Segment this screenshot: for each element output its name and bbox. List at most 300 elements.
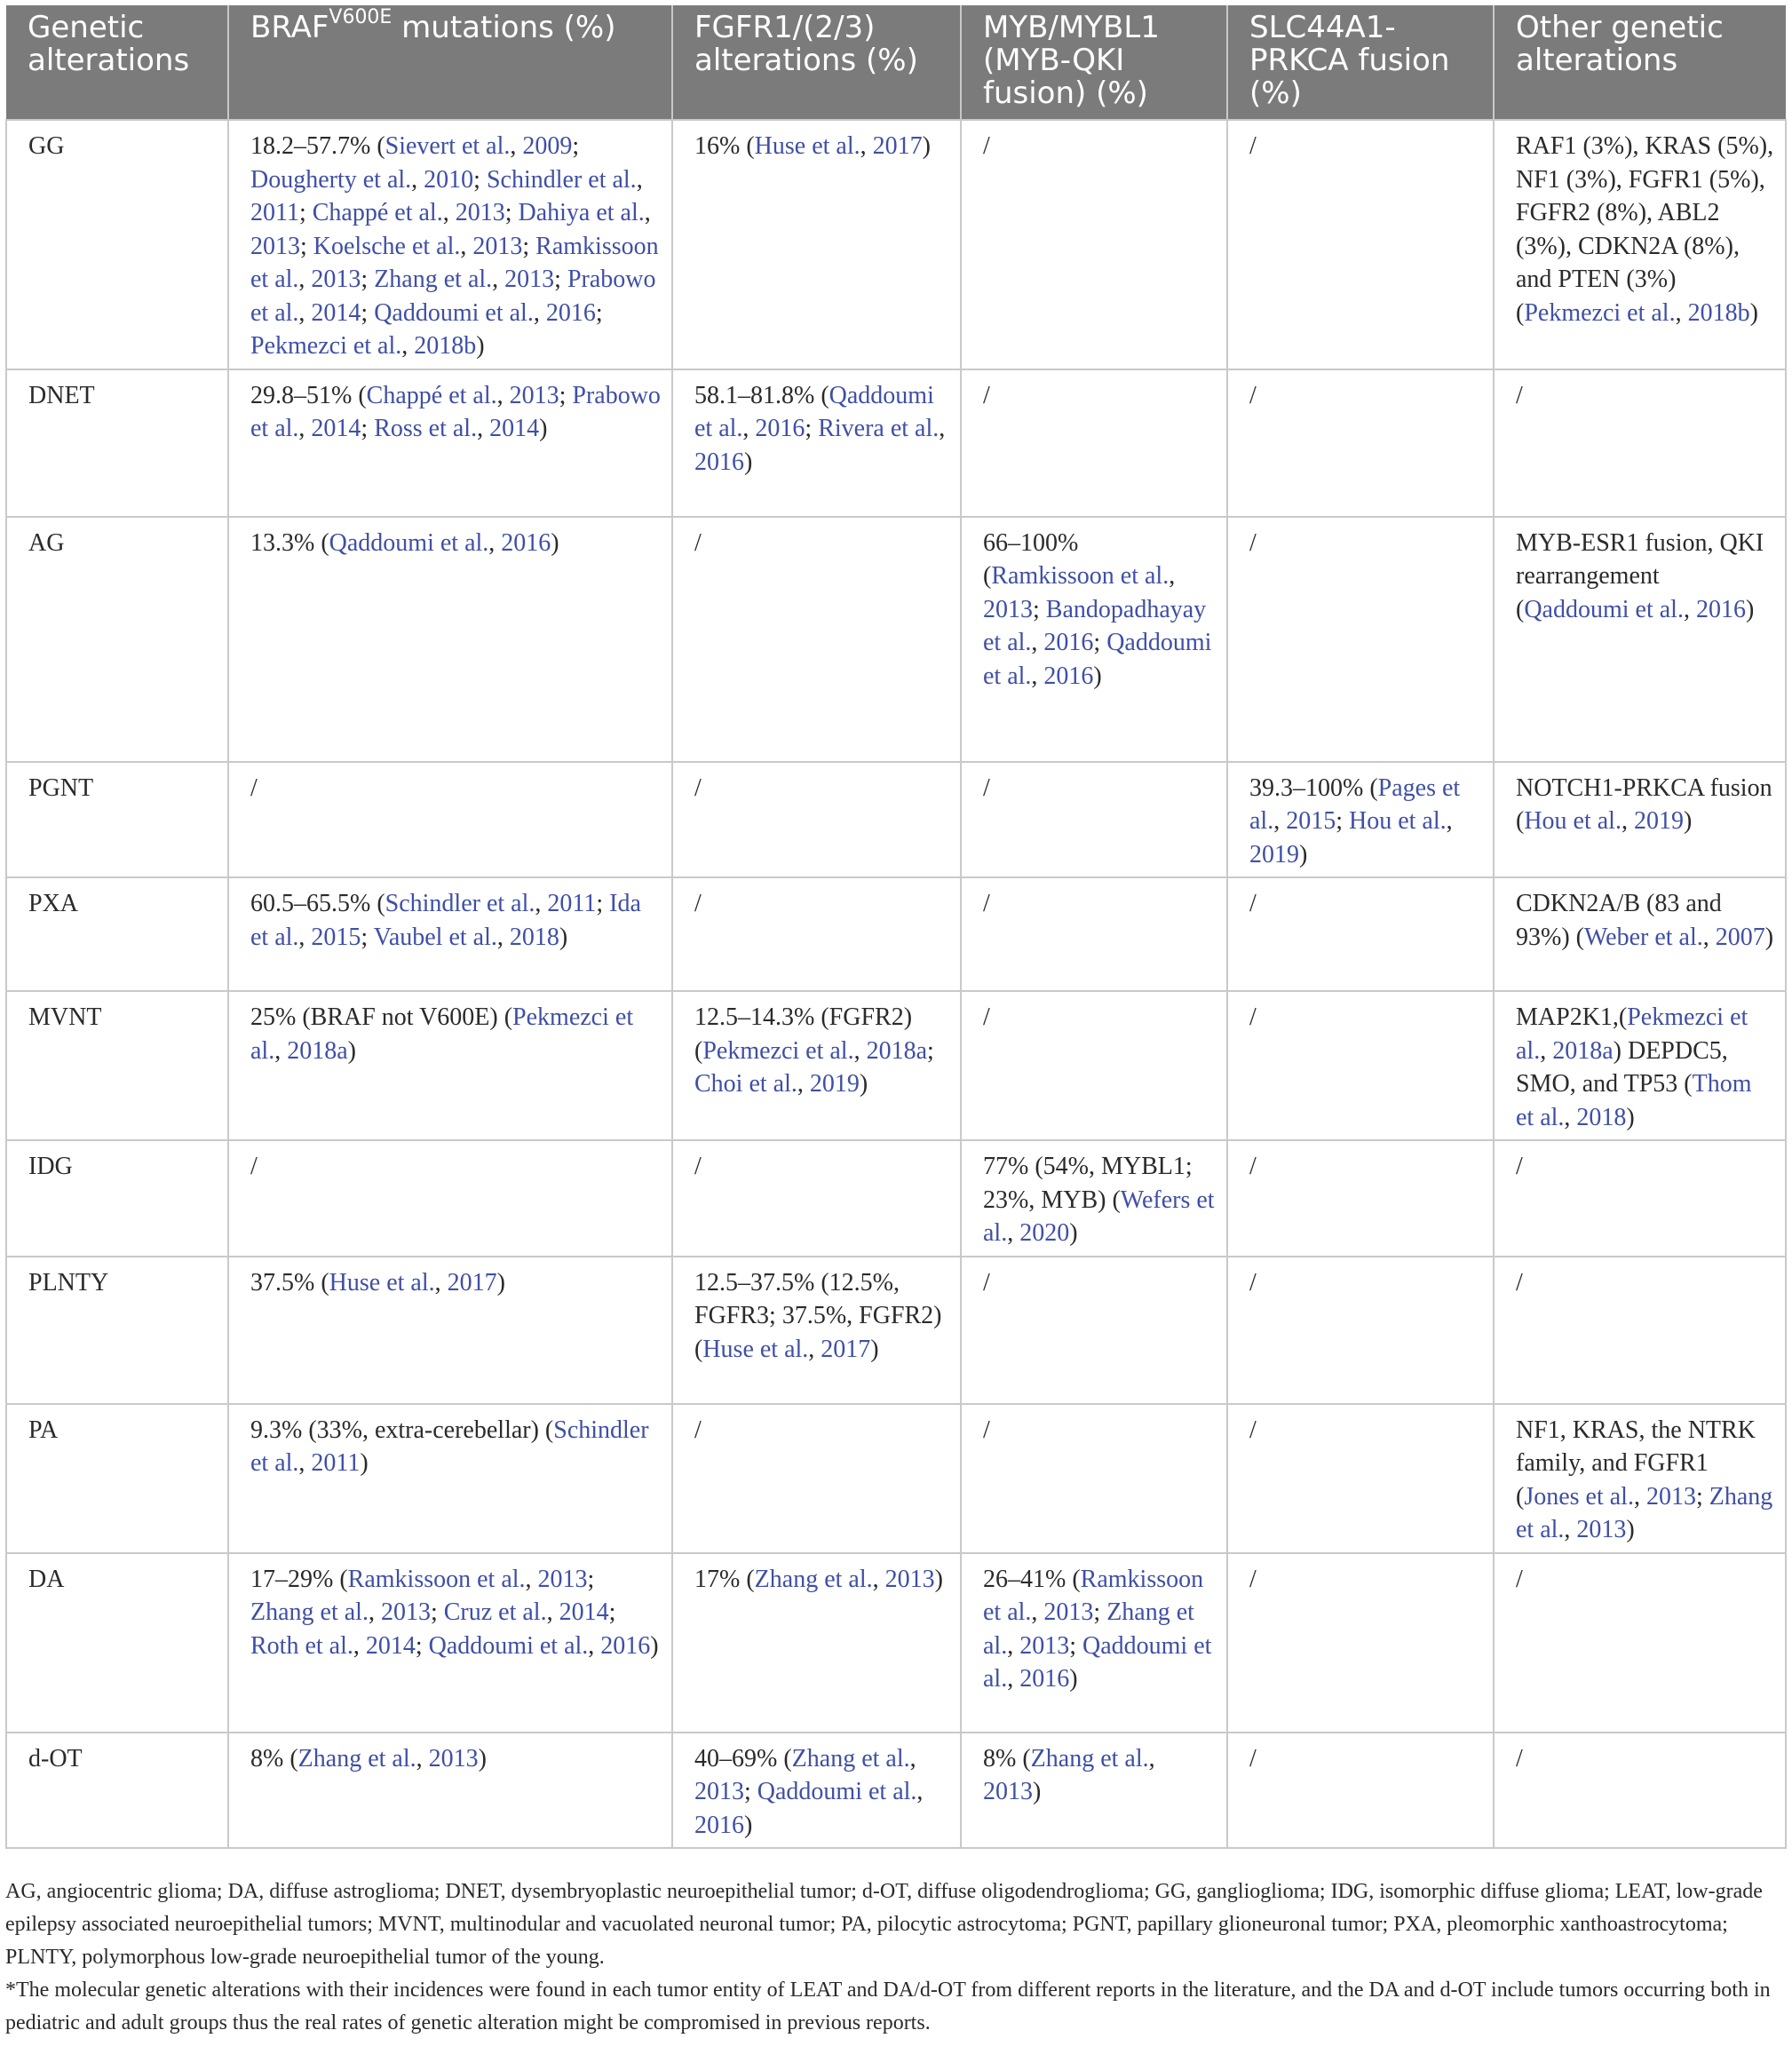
citation-link[interactable]: Dahiya et al. bbox=[518, 199, 645, 226]
cell-text: 12.5–14.3% (FGFR2) ( bbox=[694, 1003, 913, 1065]
other-alterations-cell bbox=[1494, 991, 1786, 1140]
cell-text: , bbox=[477, 415, 490, 442]
cell-text: / bbox=[1249, 1416, 1257, 1444]
cell-text: , bbox=[434, 1268, 448, 1297]
fgfr-cell bbox=[672, 991, 961, 1140]
cell-text: / bbox=[694, 890, 702, 917]
table-row bbox=[6, 1257, 1786, 1404]
table-row bbox=[6, 991, 1786, 1140]
cell-text: , bbox=[298, 1449, 312, 1477]
header-braf-mutations bbox=[228, 5, 672, 120]
citation-link[interactable]: Qaddoumi et al. bbox=[757, 1778, 917, 1805]
cell-text: , bbox=[909, 1744, 916, 1772]
slc-cell bbox=[1227, 877, 1494, 991]
citation-link[interactable]: Qaddoumi et al. bbox=[694, 381, 934, 442]
citation-link[interactable]: 2018a bbox=[287, 1036, 348, 1065]
citation-link[interactable]: 2019 bbox=[809, 1070, 860, 1098]
cell-text: , bbox=[1702, 923, 1716, 951]
citation-link[interactable]: 2016 bbox=[1019, 1665, 1070, 1693]
cell-text: / bbox=[1516, 1744, 1523, 1772]
cell-text: , bbox=[298, 298, 312, 327]
citation-link[interactable]: 2017 bbox=[821, 1335, 871, 1363]
cell-text: / bbox=[694, 1153, 702, 1180]
braf-cell bbox=[228, 762, 672, 878]
citation-link[interactable]: Qaddoumi et al. bbox=[329, 528, 489, 557]
citation-link[interactable]: Hou et al. bbox=[1349, 807, 1447, 835]
citation-link[interactable]: 2014 bbox=[365, 1631, 416, 1660]
citation-link[interactable]: 2009 bbox=[522, 132, 573, 160]
citation-link[interactable]: Rivera et al. bbox=[818, 415, 940, 442]
citation-link[interactable]: Schindler et al. bbox=[250, 1416, 649, 1477]
genetic-alterations-table bbox=[5, 5, 1787, 1849]
cell-text: ) bbox=[1069, 1665, 1078, 1693]
cell-text: ; bbox=[805, 415, 819, 442]
citation-link[interactable]: Chappé et al. bbox=[312, 199, 443, 226]
cell-text: , bbox=[1007, 1219, 1020, 1247]
braf-cell bbox=[228, 369, 672, 517]
tumor-type-cell: PA bbox=[6, 1404, 228, 1553]
myb-cell bbox=[961, 1553, 1227, 1733]
cell-text: , bbox=[1633, 1482, 1646, 1511]
citation-link[interactable]: 2013 bbox=[537, 1565, 588, 1593]
table-row bbox=[6, 1404, 1786, 1553]
citation-link[interactable]: Pages et al. bbox=[1249, 773, 1461, 835]
slc-cell bbox=[1227, 991, 1494, 1140]
cell-text: ) bbox=[478, 1744, 487, 1772]
citation-link[interactable]: 2014 bbox=[311, 298, 361, 327]
cell-text: , bbox=[1540, 1036, 1553, 1065]
citation-link[interactable]: Ramkissoon et al. bbox=[347, 1565, 526, 1593]
cell-text: / bbox=[1249, 1003, 1257, 1031]
cell-text: , bbox=[872, 1565, 885, 1593]
cell-text: ) bbox=[360, 1449, 369, 1477]
citation-link[interactable]: 2018a bbox=[866, 1036, 928, 1065]
citation-link[interactable]: 2013 bbox=[1019, 1631, 1070, 1660]
cell-text: ) bbox=[551, 528, 559, 557]
other-alterations-cell bbox=[1494, 369, 1786, 517]
cell-text: , bbox=[1031, 662, 1044, 690]
citation-link[interactable]: 2020 bbox=[1019, 1219, 1070, 1247]
header-braf-suffix: mutations (%) bbox=[392, 10, 616, 45]
cell-text: ) bbox=[496, 1268, 505, 1297]
cell-text: , bbox=[401, 332, 415, 360]
citation-link[interactable]: 2014 bbox=[489, 415, 540, 442]
braf-cell bbox=[228, 1404, 672, 1553]
citation-link[interactable]: Roth et al. bbox=[250, 1631, 353, 1660]
cell-text: MYB-ESR1 fusion, QKI rearrangement ( bbox=[1516, 528, 1764, 623]
citation-link[interactable]: Zhang et al. bbox=[297, 1744, 416, 1772]
cell-text: 37.5% ( bbox=[250, 1268, 329, 1297]
citation-link[interactable]: 2016 bbox=[501, 528, 551, 557]
tumor-type-cell: DNET bbox=[6, 369, 228, 517]
citation-link[interactable]: Zhang et al. bbox=[754, 1565, 873, 1593]
cell-text: / bbox=[250, 773, 258, 802]
citation-link[interactable]: Ross et al. bbox=[374, 415, 478, 442]
citation-link[interactable]: Huse et al. bbox=[702, 1335, 809, 1363]
citation-link[interactable]: 2015 bbox=[311, 923, 361, 951]
cell-text: , bbox=[1675, 298, 1688, 327]
cell-text: , bbox=[1007, 1631, 1020, 1660]
citation-link[interactable]: Sievert et al. bbox=[385, 132, 511, 160]
citation-link[interactable]: Bandopadhayay et al. bbox=[983, 595, 1207, 656]
citation-link[interactable]: 2019 bbox=[1249, 840, 1299, 868]
table-row bbox=[6, 1140, 1786, 1257]
citation-link[interactable]: 2013 bbox=[1645, 1482, 1696, 1511]
citation-link[interactable]: 2016 bbox=[755, 415, 805, 442]
citation-link[interactable]: 2016 bbox=[545, 298, 596, 327]
tumor-type-cell: PGNT bbox=[6, 762, 228, 878]
fgfr-cell bbox=[672, 877, 961, 991]
cell-text: ; bbox=[1093, 629, 1107, 656]
citation-link[interactable]: 2016 bbox=[1043, 662, 1094, 690]
citation-link[interactable]: Pekmezci et al. bbox=[1524, 298, 1676, 327]
cell-text: ; bbox=[361, 298, 375, 327]
cell-text: , bbox=[368, 1598, 381, 1626]
header-genetic-alterations: Genetic alterations bbox=[6, 5, 228, 120]
cell-text: , bbox=[1148, 1744, 1155, 1772]
citation-link[interactable]: 2018b bbox=[1687, 298, 1750, 327]
cell-text: ) bbox=[1764, 923, 1774, 951]
citation-link[interactable]: Vaubel et al. bbox=[373, 923, 497, 951]
citation-link[interactable]: 2015 bbox=[1286, 807, 1336, 835]
cell-text: / bbox=[983, 773, 990, 802]
slc-cell bbox=[1227, 1257, 1494, 1404]
cell-text: / bbox=[1516, 1268, 1523, 1297]
citation-link[interactable]: Pekmezci et al. bbox=[1516, 1003, 1748, 1065]
cell-text: , bbox=[797, 1070, 810, 1098]
fgfr-cell bbox=[672, 120, 961, 369]
citation-link[interactable]: Zhang et al. bbox=[791, 1744, 910, 1772]
cell-text: ) bbox=[1299, 840, 1308, 868]
myb-cell bbox=[961, 120, 1227, 369]
citation-link[interactable]: Choi et al. bbox=[694, 1070, 797, 1098]
tumor-type-cell: AG bbox=[6, 517, 228, 762]
cell-text: / bbox=[1516, 381, 1523, 409]
citation-link[interactable]: Qaddoumi et al. bbox=[983, 1631, 1212, 1693]
table-row bbox=[6, 877, 1786, 991]
cell-text: ) bbox=[1683, 807, 1693, 835]
cell-text: 17–29% ( bbox=[250, 1565, 348, 1593]
citation-link[interactable]: 2017 bbox=[447, 1268, 497, 1297]
myb-cell bbox=[961, 517, 1227, 762]
header-braf-superscript: V600E bbox=[329, 5, 392, 28]
citation-link[interactable]: 2011 bbox=[311, 1449, 361, 1477]
citation-link[interactable]: Huse et al. bbox=[754, 132, 860, 160]
cell-text: , bbox=[1031, 1598, 1044, 1626]
cell-text: , bbox=[1446, 807, 1453, 835]
fgfr-cell bbox=[672, 1140, 961, 1257]
citation-link[interactable]: Qaddoumi et al. bbox=[428, 1631, 589, 1660]
cell-text: ) bbox=[559, 923, 568, 951]
cell-text: , bbox=[496, 923, 510, 951]
table-header bbox=[6, 5, 1786, 120]
cell-text: / bbox=[983, 381, 990, 409]
citation-link[interactable]: 2017 bbox=[872, 132, 923, 160]
braf-cell bbox=[228, 1553, 672, 1733]
citation-link[interactable]: 2013 bbox=[472, 232, 523, 260]
citation-link[interactable]: Ida et al. bbox=[250, 890, 641, 951]
citation-link[interactable]: Jones et al. bbox=[1524, 1482, 1634, 1511]
tumor-type-cell: GG bbox=[6, 120, 228, 369]
braf-cell bbox=[228, 991, 672, 1140]
cell-text: ; bbox=[430, 1598, 444, 1626]
citation-link[interactable]: 2014 bbox=[559, 1598, 609, 1626]
cell-text: 39.3–100% ( bbox=[1249, 773, 1378, 802]
cell-text: / bbox=[983, 1003, 990, 1031]
slc-cell bbox=[1227, 1140, 1494, 1257]
cell-text: 17% ( bbox=[694, 1565, 755, 1593]
citation-link[interactable]: Qaddoumi et al. bbox=[983, 629, 1212, 690]
citation-link[interactable]: Zhang et al. bbox=[1030, 1744, 1149, 1772]
citation-link[interactable]: Cruz et al. bbox=[443, 1598, 547, 1626]
citation-link[interactable]: Zhang et al. bbox=[1516, 1482, 1773, 1543]
cell-text: ) bbox=[922, 132, 931, 160]
braf-cell bbox=[228, 1140, 672, 1257]
cell-text: , bbox=[535, 890, 548, 917]
cell-text: 13.3% ( bbox=[250, 528, 329, 557]
cell-text: 58.1–81.8% ( bbox=[694, 381, 829, 409]
cell-text: , bbox=[853, 1036, 867, 1065]
myb-cell bbox=[961, 1733, 1227, 1849]
cell-text: ) bbox=[744, 448, 753, 476]
cell-text: ; bbox=[361, 415, 375, 442]
citation-link[interactable]: 2014 bbox=[311, 415, 361, 442]
cell-text: ) bbox=[347, 1036, 356, 1065]
cell-text: , bbox=[1273, 807, 1287, 835]
citation-link[interactable]: 2013 bbox=[455, 199, 505, 226]
citation-link[interactable]: 2013 bbox=[1043, 1598, 1094, 1626]
citation-link[interactable]: 2013 bbox=[380, 1598, 431, 1626]
citation-link[interactable]: 2016 bbox=[694, 1811, 744, 1839]
cell-text: 29.8–51% ( bbox=[250, 381, 367, 409]
citation-link[interactable]: Prabowo et al. bbox=[250, 266, 656, 327]
genetic-alterations-table-container bbox=[5, 5, 1785, 1849]
header-row bbox=[6, 5, 1786, 120]
table-body bbox=[6, 120, 1786, 1848]
cell-text: , bbox=[416, 1744, 429, 1772]
citation-link[interactable]: Ramkissoon et al. bbox=[250, 232, 659, 293]
citation-link[interactable]: 2007 bbox=[1715, 923, 1765, 951]
citation-link[interactable]: 2013 bbox=[884, 1565, 935, 1593]
fgfr-cell bbox=[672, 1257, 961, 1404]
citation-link[interactable]: 2016 bbox=[1043, 629, 1094, 656]
cell-text: , bbox=[636, 165, 643, 194]
citation-link[interactable]: 2011 bbox=[250, 199, 299, 226]
citation-link[interactable]: Zhang et al. bbox=[374, 266, 493, 293]
citation-link[interactable]: 2016 bbox=[694, 448, 744, 476]
cell-text: / bbox=[250, 1153, 258, 1180]
table-row bbox=[6, 1553, 1786, 1733]
citation-link[interactable]: 2018 bbox=[1576, 1103, 1627, 1131]
cell-text: , bbox=[742, 415, 756, 442]
other-alterations-cell bbox=[1494, 1257, 1786, 1404]
cell-text: / bbox=[1249, 1268, 1257, 1297]
table-row bbox=[6, 369, 1786, 517]
cell-text: 25% (BRAF not V600E) ( bbox=[250, 1003, 513, 1031]
cell-text: / bbox=[983, 132, 990, 160]
tumor-type-cell: d-OT bbox=[6, 1733, 228, 1849]
citation-link[interactable]: Schindler et al. bbox=[486, 165, 637, 194]
citation-link[interactable]: Zhang et al. bbox=[983, 1598, 1194, 1660]
citation-link[interactable]: 2013 bbox=[694, 1778, 744, 1805]
cell-text: / bbox=[983, 1268, 990, 1297]
citation-link[interactable]: 2013 bbox=[983, 1778, 1033, 1805]
citation-link[interactable]: 2013 bbox=[250, 232, 300, 260]
cell-text: 60.5–65.5% ( bbox=[250, 890, 385, 917]
citation-link[interactable]: Huse et al. bbox=[329, 1268, 435, 1297]
citation-link[interactable]: 2011 bbox=[547, 890, 597, 917]
citation-link[interactable]: Thom et al. bbox=[1516, 1070, 1752, 1131]
myb-cell bbox=[961, 1140, 1227, 1257]
header-slc44a1-prkca: SLC44A1-PRKCA fusion (%) bbox=[1227, 5, 1494, 120]
cell-text: 8% ( bbox=[983, 1744, 1031, 1772]
cell-text: ) bbox=[1093, 662, 1102, 690]
citation-link[interactable]: Weber et al. bbox=[1583, 923, 1703, 951]
citation-link[interactable]: Koelsche et al. bbox=[313, 232, 461, 260]
cell-text: ; bbox=[572, 132, 580, 160]
cell-text: / bbox=[694, 528, 702, 557]
cell-text: / bbox=[1249, 890, 1257, 917]
cell-text: NF1, KRAS, the NTRK family, and FGFR1 ( bbox=[1516, 1416, 1756, 1511]
cell-text: ; bbox=[559, 381, 573, 409]
citation-link[interactable]: 2013 bbox=[983, 595, 1033, 623]
citation-link[interactable]: 2016 bbox=[600, 1631, 651, 1660]
cell-text: / bbox=[983, 1416, 990, 1444]
cell-text: , bbox=[525, 1565, 538, 1593]
myb-cell bbox=[961, 1404, 1227, 1553]
cell-text: ; bbox=[596, 890, 610, 917]
cell-text: 18.2–57.7% ( bbox=[250, 132, 385, 160]
citation-link[interactable]: Ramkissoon et al. bbox=[983, 1565, 1204, 1626]
cell-text: ; bbox=[361, 923, 374, 951]
cell-text: , bbox=[939, 415, 946, 442]
citation-link[interactable]: 2018 bbox=[509, 923, 559, 951]
fgfr-cell bbox=[672, 1553, 961, 1733]
citation-link[interactable]: Ramkissoon et al. bbox=[991, 562, 1170, 590]
fgfr-cell bbox=[672, 369, 961, 517]
header-fgfr-alterations: FGFR1/(2/3) alterations (%) bbox=[672, 5, 961, 120]
cell-text: ) bbox=[934, 1565, 943, 1593]
cell-text: , bbox=[1564, 1103, 1577, 1131]
cell-text: / bbox=[1249, 1153, 1257, 1180]
cell-text: , bbox=[588, 1631, 601, 1660]
citation-link[interactable]: Pekmezci et al. bbox=[250, 332, 402, 360]
table-row bbox=[6, 762, 1786, 878]
cell-text: 26–41% ( bbox=[983, 1565, 1081, 1593]
cell-text: , bbox=[298, 415, 312, 442]
cell-text: ; bbox=[554, 266, 567, 293]
cell-text: ; bbox=[361, 266, 375, 293]
citation-link[interactable]: Chappé et al. bbox=[366, 381, 497, 409]
cell-text: ; bbox=[1033, 595, 1046, 623]
citation-link[interactable]: Dougherty et al. bbox=[250, 165, 412, 194]
cell-text: ; bbox=[415, 1631, 429, 1660]
citation-link[interactable]: 2019 bbox=[1633, 807, 1684, 835]
cell-text: / bbox=[1516, 1565, 1523, 1593]
slc-cell bbox=[1227, 1733, 1494, 1849]
cell-text: , bbox=[546, 1598, 559, 1626]
cell-text: 8% ( bbox=[250, 1744, 298, 1772]
slc-cell bbox=[1227, 120, 1494, 369]
citation-link[interactable]: Prabowo et al. bbox=[250, 381, 661, 442]
cell-text: 9.3% (33%, extra-cerebellar) ( bbox=[250, 1416, 554, 1444]
citation-link[interactable]: Wefers et al. bbox=[983, 1186, 1215, 1247]
cell-text: ; bbox=[298, 199, 313, 226]
cell-text: NOTCH1-PRKCA fusion ( bbox=[1516, 773, 1772, 835]
tumor-type-cell: DA bbox=[6, 1553, 228, 1733]
tumor-type-cell: IDG bbox=[6, 1140, 228, 1257]
citation-link[interactable]: Qaddoumi et al. bbox=[1524, 595, 1684, 623]
citation-link[interactable]: Schindler et al. bbox=[385, 890, 535, 917]
table-row bbox=[6, 120, 1786, 369]
other-alterations-cell bbox=[1494, 517, 1786, 762]
citation-link[interactable]: 2016 bbox=[1695, 595, 1746, 623]
cell-text: ; bbox=[927, 1036, 934, 1065]
cell-text: / bbox=[983, 890, 990, 917]
cell-text: ) bbox=[1626, 1103, 1635, 1131]
citation-link[interactable]: 2018b bbox=[414, 332, 477, 360]
header-myb-mybl1: MYB/MYBL1 (MYB-QKI fusion) (%) bbox=[961, 5, 1227, 120]
asterisk-note: *The molecular genetic alterations with their incidences were found in each tumor entity of LEAT and DA/d-OT from different reports in the literature, and the DA and d-OT include tumors occurring both in pediatric and adult groups thus the real rates of genetic alteration might be compromised in previous reports. bbox=[5, 1979, 1771, 2034]
citation-link[interactable]: 2013 bbox=[428, 1744, 479, 1772]
cell-text: ; bbox=[522, 232, 536, 260]
other-alterations-cell bbox=[1494, 1404, 1786, 1553]
cell-text: 16% ( bbox=[694, 132, 755, 160]
fgfr-cell bbox=[672, 517, 961, 762]
cell-text: ; bbox=[744, 1778, 757, 1805]
cell-text: 40–69% ( bbox=[694, 1744, 792, 1772]
cell-text: , bbox=[1031, 629, 1044, 656]
citation-link[interactable]: Zhang et al. bbox=[250, 1598, 369, 1626]
cell-text: ; bbox=[595, 298, 603, 327]
cell-text: , bbox=[1564, 1516, 1577, 1543]
cell-text: / bbox=[1516, 1153, 1523, 1180]
cell-text: , bbox=[1169, 562, 1176, 590]
slc-cell bbox=[1227, 1553, 1494, 1733]
citation-link[interactable]: 2018a bbox=[1552, 1036, 1614, 1065]
citation-link[interactable]: 2013 bbox=[509, 381, 559, 409]
fgfr-cell bbox=[672, 1733, 961, 1849]
slc-cell bbox=[1227, 517, 1494, 762]
cell-text: ; bbox=[473, 165, 487, 194]
slc-cell bbox=[1227, 1404, 1494, 1553]
cell-text: ; bbox=[1336, 807, 1349, 835]
citation-link[interactable]: 2010 bbox=[424, 165, 474, 194]
cell-text: ; bbox=[1069, 1631, 1082, 1660]
myb-cell bbox=[961, 369, 1227, 517]
braf-cell bbox=[228, 877, 672, 991]
tumor-type-cell: PLNTY bbox=[6, 1257, 228, 1404]
cell-text: ; bbox=[300, 232, 313, 260]
citation-link[interactable]: Pekmezci et al. bbox=[250, 1003, 634, 1065]
citation-link[interactable]: 2013 bbox=[504, 266, 555, 293]
table-row bbox=[6, 517, 1786, 762]
cell-text: , bbox=[808, 1335, 821, 1363]
cell-text: , bbox=[916, 1778, 924, 1805]
cell-text: , bbox=[411, 165, 424, 194]
citation-link[interactable]: 2013 bbox=[311, 266, 361, 293]
myb-cell bbox=[961, 877, 1227, 991]
citation-link[interactable]: Qaddoumi et al. bbox=[374, 298, 534, 327]
cell-text: RAF1 (3%), KRAS (5%), NF1 (3%), FGFR1 (5%), FGFR2 (8%), ABL2 (3%), CDKN2A (8%), and PTEN (3%) ( bbox=[1516, 132, 1774, 327]
citation-link[interactable]: Pekmezci et al. bbox=[702, 1036, 854, 1065]
cell-text: , bbox=[860, 132, 873, 160]
citation-link[interactable]: 2013 bbox=[1576, 1516, 1627, 1543]
cell-text: ; bbox=[1093, 1598, 1107, 1626]
citation-link[interactable]: Hou et al. bbox=[1524, 807, 1622, 835]
myb-cell bbox=[961, 991, 1227, 1140]
cell-text: ; bbox=[1695, 1482, 1709, 1511]
